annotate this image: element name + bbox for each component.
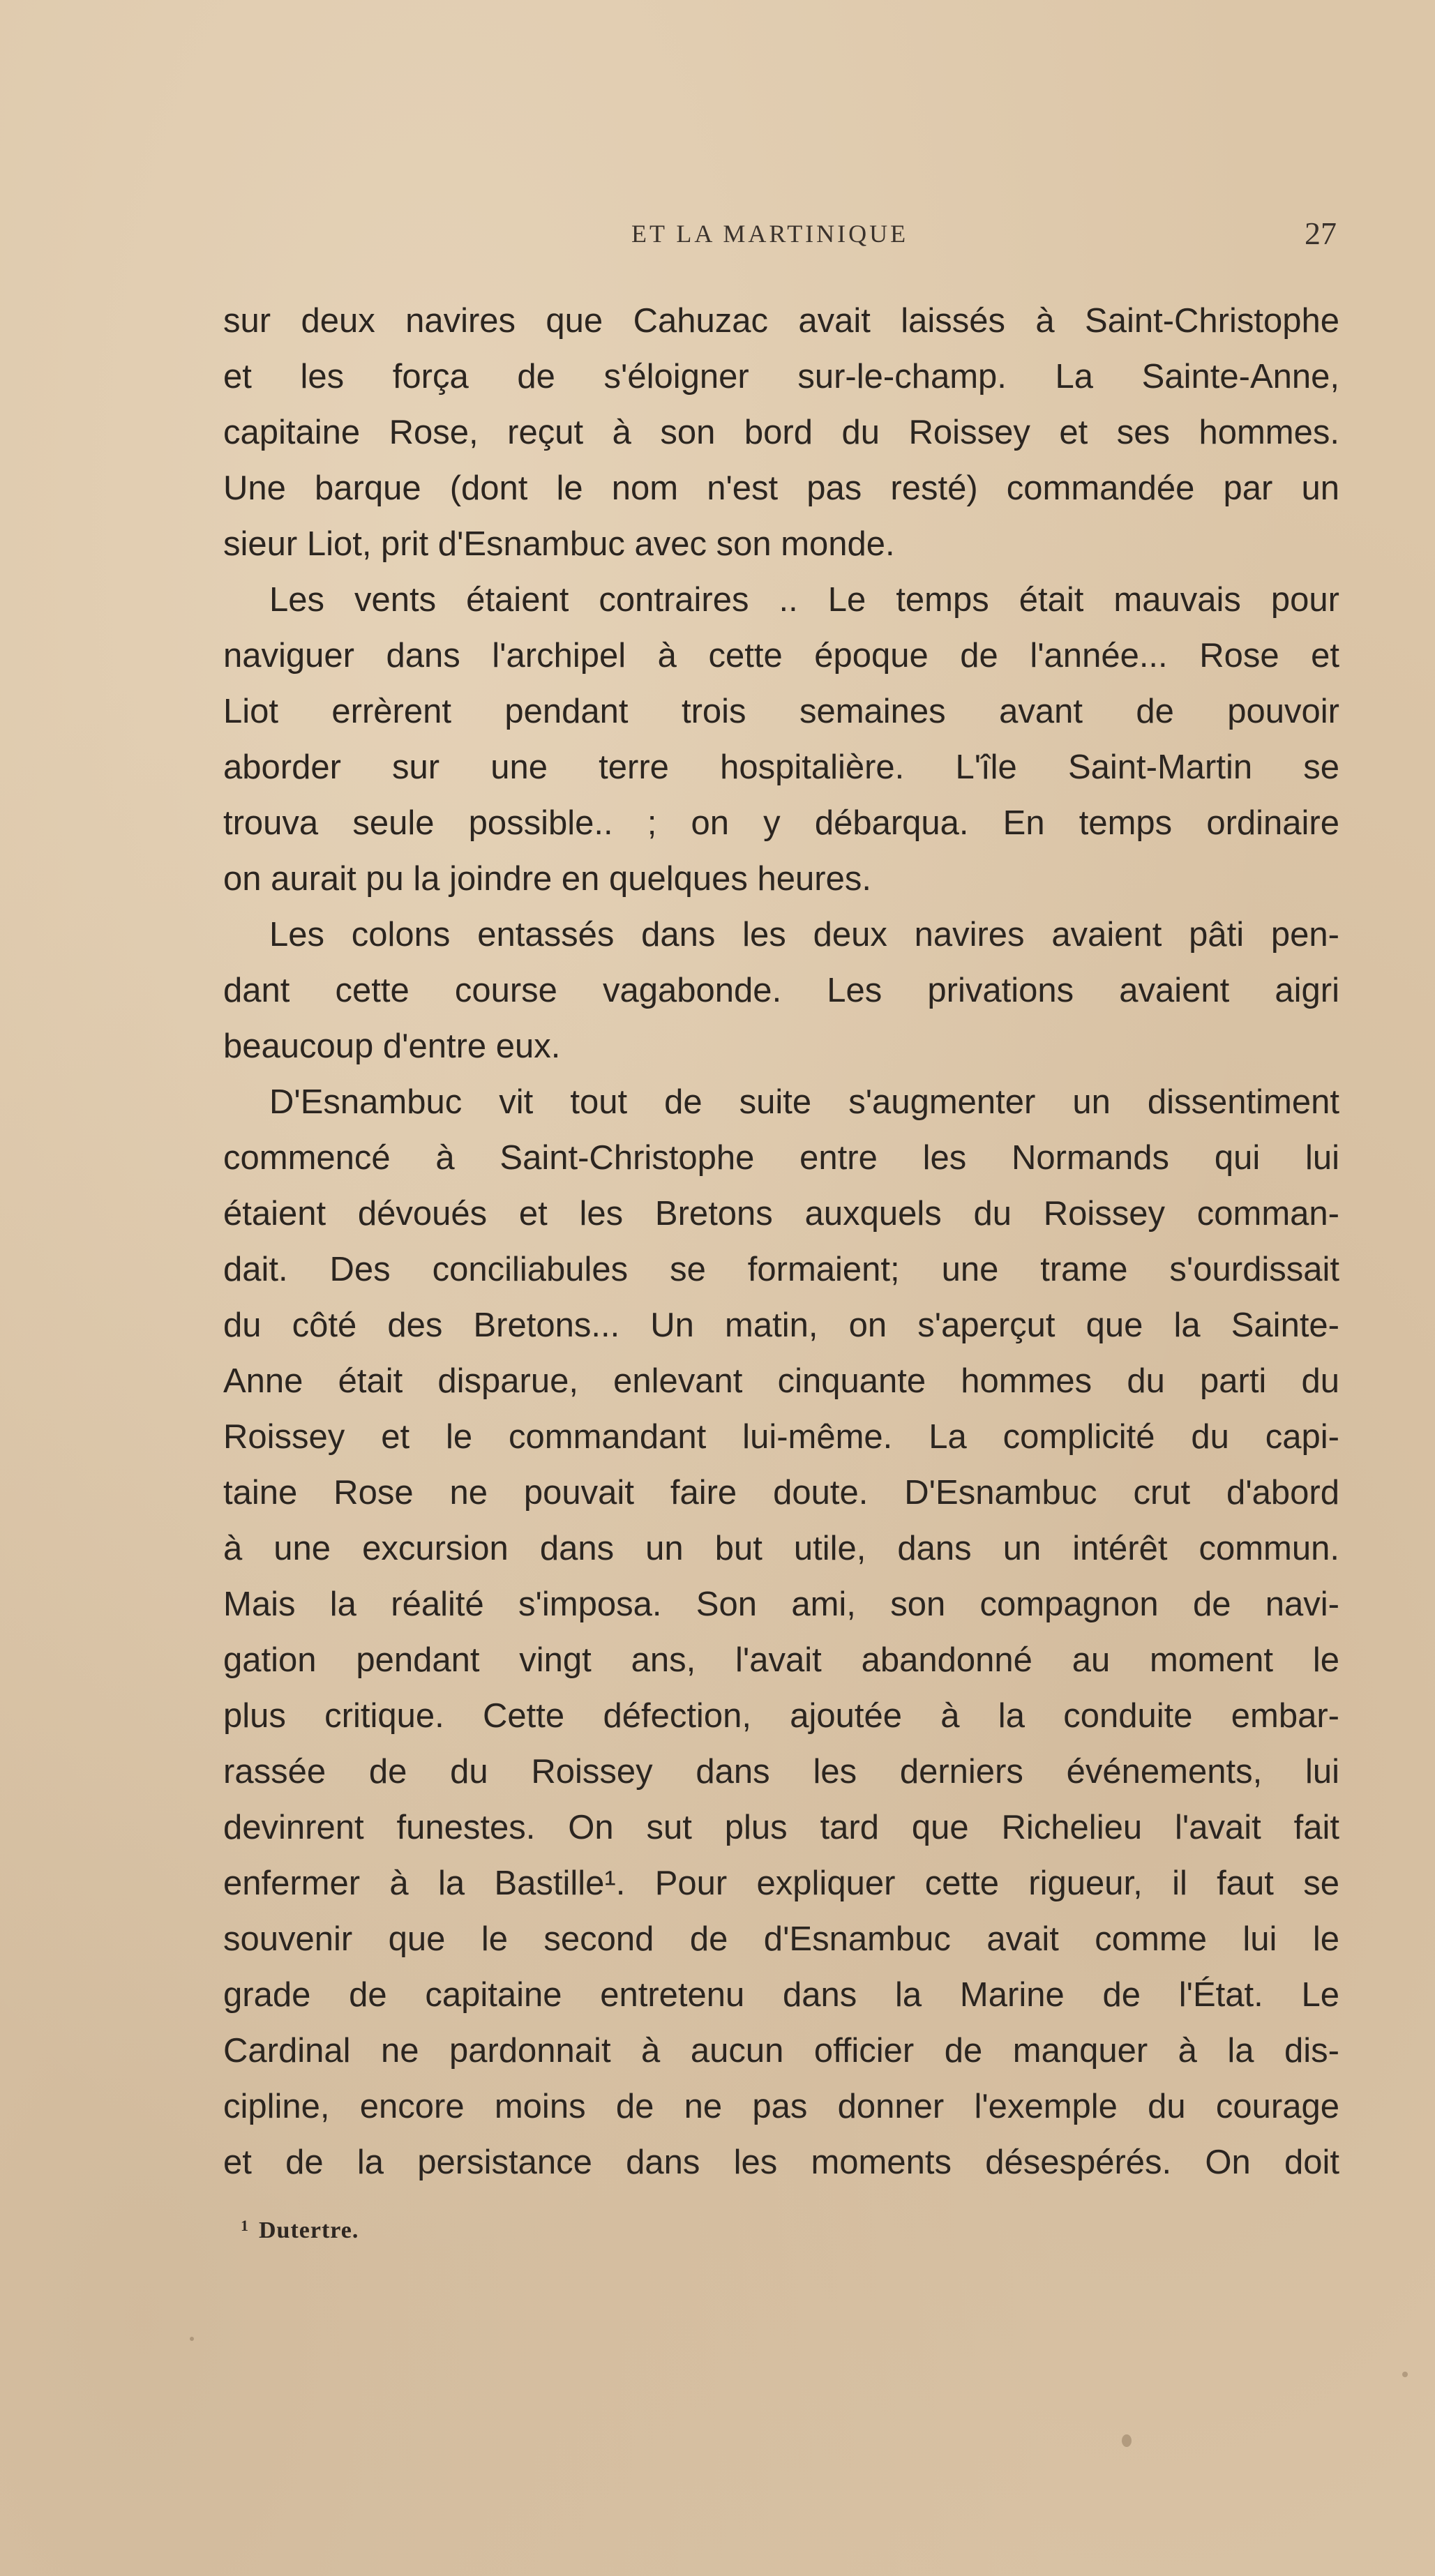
- running-title: ET LA MARTINIQUE: [631, 220, 909, 248]
- text-line: et de la persistance dans les moments désespérés. On doit: [223, 2144, 1339, 2181]
- text-line: enfermer à la Bastille¹. Pour expliquer cette rigueur, il faut se: [223, 1865, 1339, 1902]
- body-text: [223, 293, 1339, 2190]
- text-line: gation pendant vingt ans, l'avait abandonné au moment le: [223, 1641, 1339, 1679]
- text-line: cipline, encore moins de ne pas donner l'exemple du courage: [223, 2088, 1339, 2125]
- text-line: sur deux navires que Cahuzac avait laissés à Saint-Christophe: [223, 302, 1339, 340]
- text-line: Mais la réalité s'imposa. Son ami, son compagnon de navi-: [223, 1585, 1339, 1623]
- footnote-text: Dutertre.: [259, 2217, 359, 2243]
- text-line: plus critique. Cette défection, ajoutée à la conduite embar-: [223, 1697, 1339, 1735]
- paper-spot: [1402, 2372, 1408, 2377]
- text-line: aborder sur une terre hospitalière. L'île Saint-Martin se: [223, 748, 1339, 786]
- text-line: Anne était disparue, enlevant cinquante hommes du parti du: [223, 1362, 1339, 1400]
- text-line: souvenir que le second de d'Esnambuc avait comme lui le: [223, 1920, 1339, 1958]
- text-line: rassée de du Roissey dans les derniers événements, lui: [223, 1753, 1339, 1791]
- text-line: on aurait pu la joindre en quelques heures.: [223, 860, 871, 898]
- text-line: naviguer dans l'archipel à cette époque de l'année... Rose et: [223, 637, 1339, 675]
- page-number: 27: [1305, 216, 1337, 251]
- text-line: dait. Des conciliabules se formaient; une trame s'ourdissait: [223, 1251, 1339, 1288]
- text-line: commencé à Saint-Christophe entre les Normands qui lui: [223, 1139, 1339, 1177]
- text-line: trouva seule possible.. ; on y débarqua. En temps ordinaire: [223, 804, 1339, 842]
- text-line: D'Esnambuc vit tout de suite s'augmenter un dissentiment: [269, 1083, 1339, 1121]
- running-head: [0, 215, 1435, 257]
- text-line: devinrent funestes. On sut plus tard que Richelieu l'avait fait: [223, 1809, 1339, 1846]
- text-line: grade de capitaine entretenu dans la Marine de l'État. Le: [223, 1976, 1339, 2014]
- text-line: et les força de s'éloigner sur-le-champ. La Sainte-Anne,: [223, 358, 1339, 396]
- text-line: beaucoup d'entre eux.: [223, 1027, 561, 1065]
- text-line: Les vents étaient contraires .. Le temps était mauvais pour: [269, 581, 1339, 619]
- text-line: capitaine Rose, reçut à son bord du Roissey et ses hommes.: [223, 414, 1339, 451]
- footnote: [241, 2217, 359, 2244]
- paper-spot: [190, 2337, 194, 2341]
- text-line: Une barque (dont le nom n'est pas resté) commandée par un: [223, 469, 1339, 507]
- text-line: Liot errèrent pendant trois semaines avant de pouvoir: [223, 693, 1339, 730]
- text-line: étaient dévoués et les Bretons auxquels du Roissey comman-: [223, 1195, 1339, 1233]
- paper-spot: [1122, 2434, 1132, 2447]
- text-line: du côté des Bretons... Un matin, on s'aperçut que la Sainte-: [223, 1306, 1339, 1344]
- text-line: à une excursion dans un but utile, dans un intérêt commun.: [223, 1530, 1339, 1567]
- text-line: sieur Liot, prit d'Esnambuc avec son monde.: [223, 525, 895, 563]
- text-line: Roissey et le commandant lui-même. La complicité du capi-: [223, 1418, 1339, 1456]
- text-line: dant cette course vagabonde. Les privations avaient aigri: [223, 972, 1339, 1009]
- text-line: Les colons entassés dans les deux navires avaient pâti pen-: [269, 916, 1339, 954]
- text-line: Cardinal ne pardonnait à aucun officier de manquer à la dis-: [223, 2032, 1339, 2070]
- text-line: taine Rose ne pouvait faire doute. D'Esnambuc crut d'abord: [223, 1474, 1339, 1512]
- footnote-marker: 1: [241, 2217, 249, 2234]
